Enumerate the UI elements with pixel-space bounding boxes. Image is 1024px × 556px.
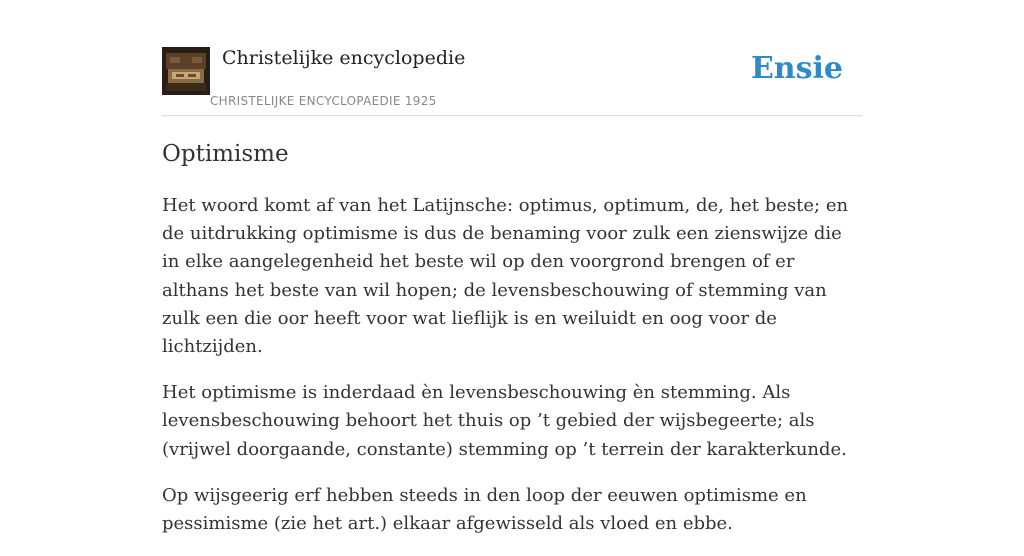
site-header [162, 0, 862, 116]
article-paragraph: Het optimisme is inderdaad èn levensbeschouwing èn stemming. Als levensbeschouwing behoort het thuis op ’t gebied der wijsbegeerte; als (vrijwel doorgaande, constante) stemming op ’t terrein der karakterkunde. [162, 382, 847, 460]
article-title: Optimisme [162, 141, 289, 167]
encyclopedia-avatar[interactable] [162, 47, 210, 95]
ensie-logo-link[interactable]: Ensie [750, 51, 843, 86]
article-paragraph: Het woord komt af van het Latijnsche: optimus, optimum, de, het beste; en de uitdrukking optimisme is dus de benaming voor zulk een zienswijze die in elke aangelegenheid het beste wil op den voorgrond brengen of er althans het beste van wil hopen; de levensbeschouwing of stemming van zulk een die oor heeft voor wat lieflijk is en weiluidt en oog voor de lichtzijden. [162, 195, 849, 358]
site-subtitle[interactable]: CHRISTELIJKE ENCYCLOPAEDIE 1925 [210, 94, 437, 108]
article-body [162, 192, 862, 556]
site-title[interactable]: Christelijke encyclopedie [222, 47, 466, 69]
article-paragraph: Op wijsgeerig erf hebben steeds in den loop der eeuwen optimisme en pessimisme (zie het art.) elkaar afgewisseld als vloed en ebbe. [162, 484, 807, 535]
